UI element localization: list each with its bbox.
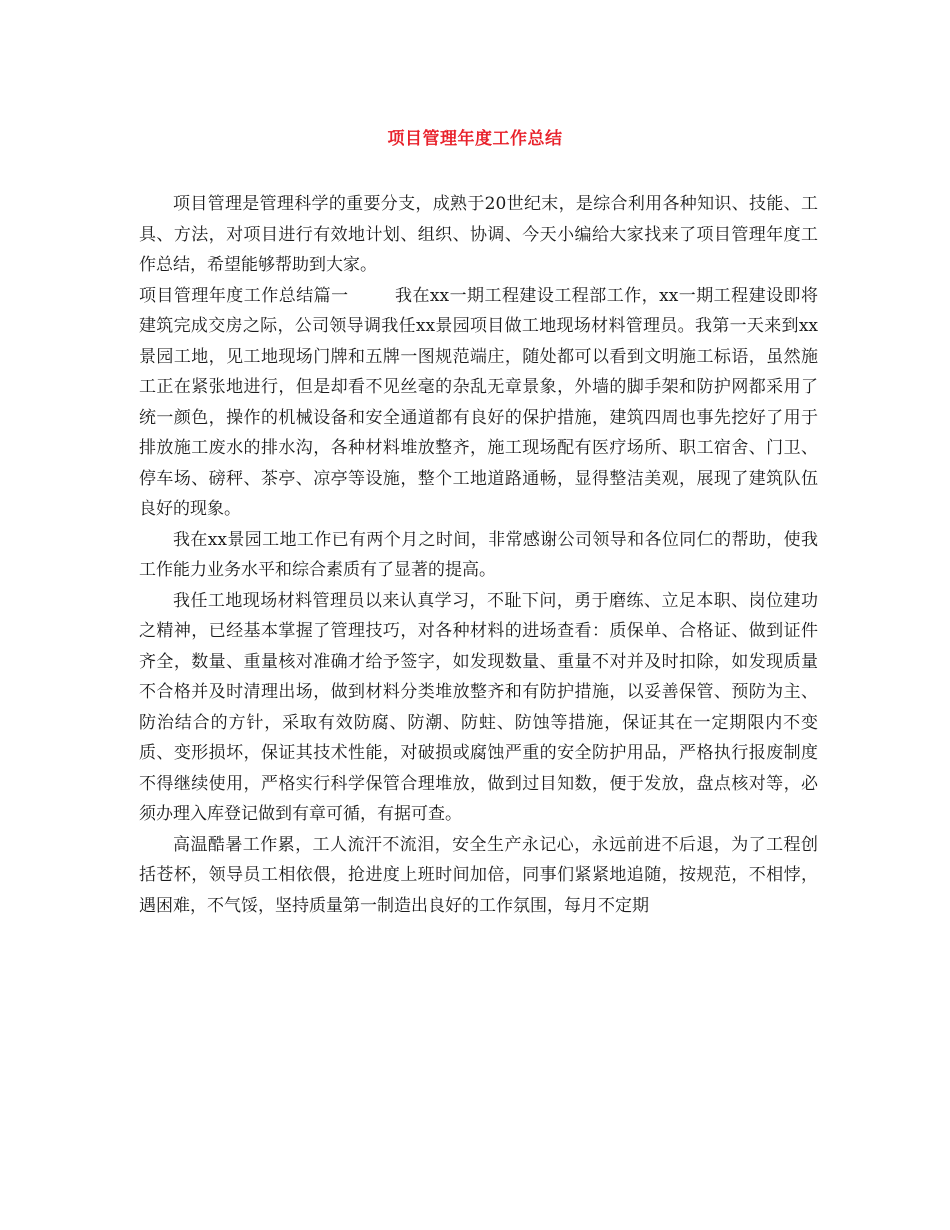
body-paragraph-4: 高温酷暑工作累，工人流汗不流泪，安全生产永记心，永远前进不后退，为了工程创括苍杯，领导员工相依偎，抢进度上班时间加倍，同事们紧紧地追随，按规范，不相悖，遇困难，不气馁，坚持质量第一制造出良好的工作氛围，每月不定期 xyxy=(139,834,818,916)
body-paragraph-2: 我在xx景园工地工作已有两个月之时间，非常感谢公司领导和各位同仁的帮助，使我工作能力业务水平和综合素质有了显著的提高。 xyxy=(139,529,818,580)
body-paragraph-3: 我任工地现场材料管理员以来认真学习，不耻下问，勇于磨练、立足本职、岗位建功之精神，已经基本掌握了管理技巧，对各种材料的进场查看：质保单、合格证、做到证件齐全，数量、重量核对准确才给予签字，如发现数量、重量不对并及时扣除，如发现质量不合格并及时清理出场，做到材料分类堆放整齐和有防护措施，以妥善保管、预防为主、防治结合的方针，采取有效防腐、防潮、防蛀、防蚀等措施，保证其在一定期限内不变质、变形损坏，保证其技术性能，对破损或腐蚀严重的安全防护用品，严格执行报废制度不得继续使用，严格实行科学保管合理堆放，做到过目知数，便于发放，盘点核对等，必须办理入库登记做到有章可循，有据可查。 xyxy=(139,590,818,824)
intro-paragraph: 项目管理是管理科学的重要分支，成熟于20世纪末，是综合利用各种知识、技能、工具、方法，对项目进行有效地计划、组织、协调、今天小编给大家找来了项目管理年度工作总结，希望能够帮助到大家。 xyxy=(139,194,818,275)
section-paragraph xyxy=(139,281,818,525)
document-body xyxy=(139,189,818,921)
section-heading: 项目管理年度工作总结篇一 xyxy=(139,285,349,306)
section-first-paragraph: 我在xx一期工程建设工程部工作，xx一期工程建设即将建筑完成交房之际，公司领导调我任xx景园项目做工地现场材料管理员。我第一天来到xx景园工地，见工地现场门牌和五牌一图规范端庄，随处都可以看到文明施工标语，虽然施工正在紧张地进行，但是却看不见丝毫的杂乱无章景象，外墙的脚手架和防护网都采用了统一颜色，操作的机械设备和安全通道都有良好的保护措施，建筑四周也事先挖好了用于排放施工废水的排水沟，各种材料堆放整齐，施工现场配有医疗场所、职工宿舍、门卫、停车场、磅秤、茶亭、凉亭等设施，整个工地道路通畅，显得整洁美观，展现了建筑队伍良好的现象。 xyxy=(139,285,818,519)
document-title: 项目管理年度工作总结 xyxy=(387,129,563,149)
